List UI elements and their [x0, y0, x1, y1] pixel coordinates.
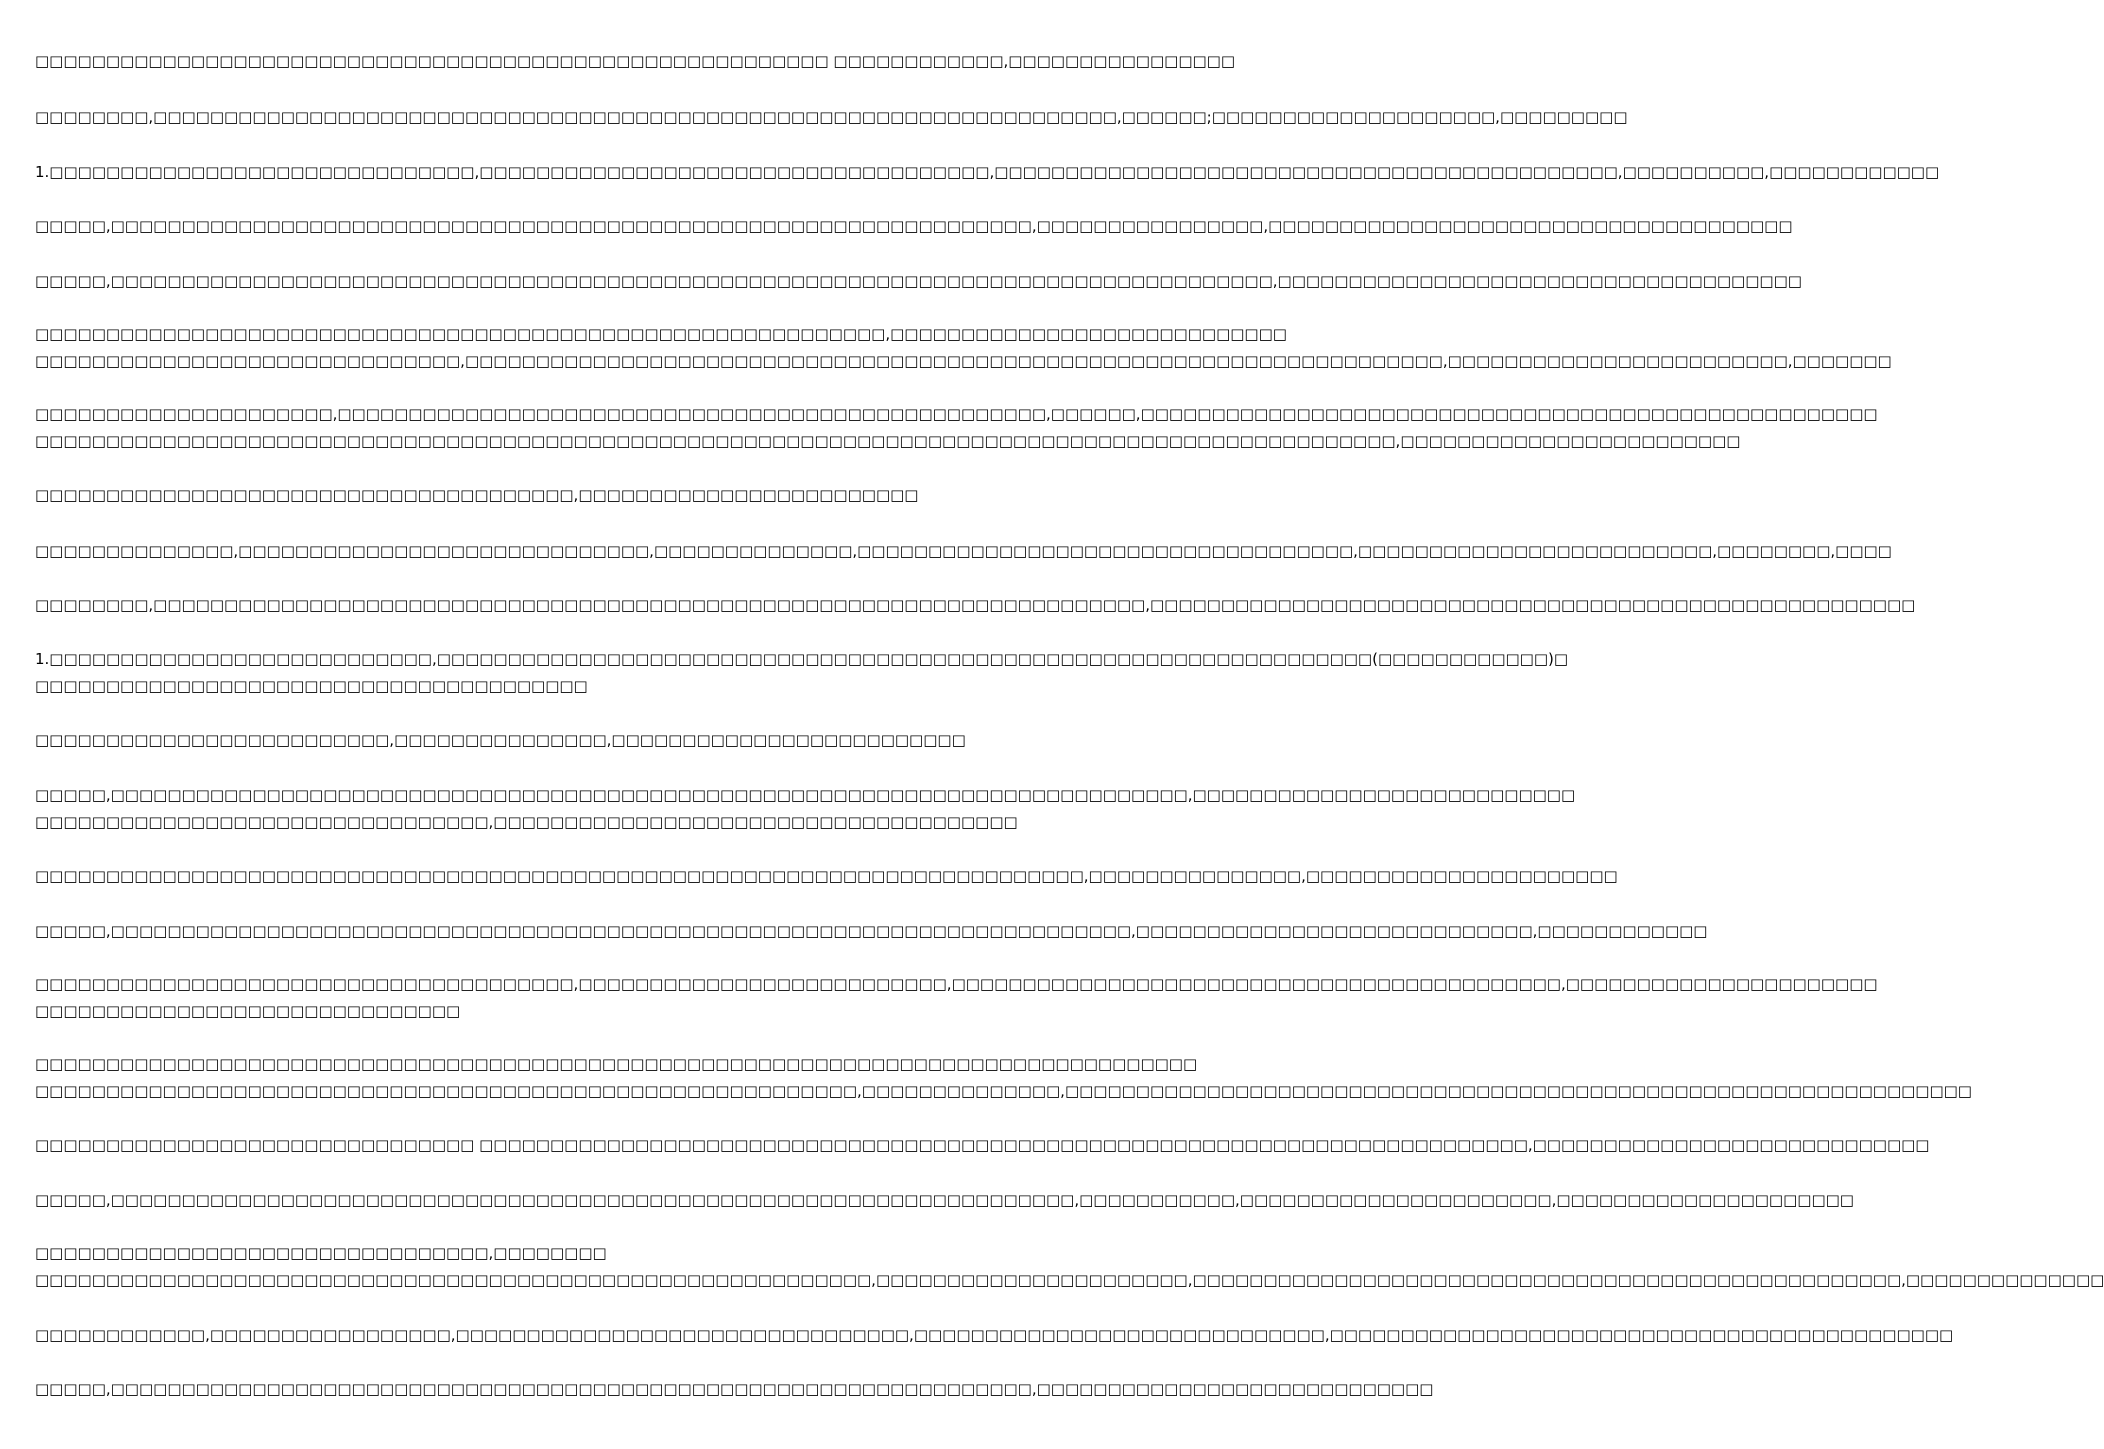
- text-line: □□□□□□□□□□□□□□□□□□□□□□□□□□□□□□□□□□□□□□□□□□□□□□□□□□□□□□□□□□□,□□□□□□□□□□□□□□□□□□□□□□,□□□□□□□□□□□□□□□□□□□□□□□□□□□□□□□□□□□□□□□□□□□□□□□□□□,□□□□□□□□□□□□□□: [35, 1271, 2104, 1289]
- paragraph-18: [35, 1132, 1930, 1159]
- paragraph-13: [35, 782, 1576, 836]
- paragraph-7: [35, 401, 1878, 455]
- paragraph-4: [35, 213, 1793, 240]
- text-line: 1.□□□□□□□□□□□□□□□□□□□□□□□□□□□,□□□□□□□□□□□□□□□□□□□□□□□□□□□□□□□□□□□□□□□□□□□□□□□□□□□□□□□□□□□□□□□□□□(□□□□□□□□□□□□)□: [35, 650, 1569, 668]
- text-line: □□□□□□□□□□□□□□□□□□□□□□□□□□□□□□□□□□□□□□□: [35, 677, 588, 695]
- text-line: □□□□□□□□□□□□□□□□□□□□□□□□□□□□□□,□□□□□□□□□□□□□□□□□□□□□□□□□□□□□□□□□□□□□□□□□□□□□□□□□□□□□□□□□□□□□□□□□□□□□,□□□□□□□□□□□□□□□□□□□□□□□□,□□□□□□□: [35, 352, 1892, 370]
- text-line: □□□□□□□□□□□□□□□□□□□□□,□□□□□□□□□□□□□□□□□□□□□□□□□□□□□□□□□□□□□□□□□□□□□□□□□□,□□□□□□,□□□□□□□□□□□□□□□□□□□□□□□□□□□□□□□□□□□□□□□□□□□□□□□□□□□□: [35, 405, 1878, 423]
- paragraph-22: [35, 1376, 1434, 1403]
- paragraph-8: [35, 482, 990, 509]
- paragraph-1: [35, 48, 1236, 75]
- text-line: □□□□□,□□□□□□□□□□□□□□□□□□□□□□□□□□□□□□□□□□□□□□□□□□□□□□□□□□□□□□□□□□□□□□□□□□□□□□□□,□□□□□□□□□□□□□□□□□□□□□□□□□□□□,□□□□□□□□□□□□: [35, 922, 1708, 940]
- paragraph-17: [35, 1051, 1972, 1105]
- text-line: □□□□□□□□□□□□□□□□□□□□□□□□□□□□□□□□,□□□□□□□□□□□□□□□□□□□□□□□□□□□□□□□□□□□□□: [35, 813, 1018, 831]
- text-line: □□□□□□□□□□□□□□□□□□□□□□□□□□□□□□□□□□□□□□□□□□□□□□□□□□□□□□□□ □□□□□□□□□□□□,□□□□□□□□□□□□□□□□: [35, 52, 1236, 70]
- text-line: □□□□□□□□□□□□□□□□□□□□□□□□□□□□□□□□□□□□□□□□□□□□□□□□□□□□□□□□□□□□□□□□□□□□□□□□□□□□□□□□□□□□□□□□□□□□□□□□,□□□□□□□□□□□□□□□□□□□□□□□□: [35, 432, 1741, 450]
- text-line: □□□□□□□□□□□□□□□□□□□□□□□□□□□□□□□□□□□□□□,□□□□□□□□□□□□□□□□□□□□□□□□□□,□□□□□□□□□□□□□□□□□□□□□□□□□□□□□□□□□□□□□□□□□□□,□□□□□□□□□□□□□□□□□□□□□□: [35, 975, 1878, 993]
- text-line: □□□□□□□□□□□□□□□□□□□□□□□□□□□□□□□□□□□□□□,□□□□□□□□□□□□□□□□□□□□□□□□: [35, 486, 919, 504]
- paragraph-2: [35, 104, 1628, 131]
- text-line: □□□□□□□□□□□□□□□□□□□□□□□□□,□□□□□□□□□□□□□□□,□□□□□□□□□□□□□□□□□□□□□□□□□: [35, 731, 966, 749]
- text-line: □□□□□□□□□□□□□□□□□□□□□□□□□□□□□□□□□□□□□□□□□□□□□□□□□□□□□□□□□□□□,□□□□□□□□□□□□□□□□□□□□□□□□□□□□: [35, 325, 1287, 343]
- text-line: □□□□□□□□□□□□□□□□□□□□□□□□□□□□□□□□□□□□□□□□□□□□□□□□□□□□□□□□□□□□□□□□□□□□□□□□□□,□□□□□□□□□□□□□□□,□□□□□□□□□□□□□□□□□□□□□□: [35, 867, 1618, 885]
- paragraph-21: [35, 1322, 1954, 1349]
- text-line: □□□□□□□□,□□□□□□□□□□□□□□□□□□□□□□□□□□□□□□□□□□□□□□□□□□□□□□□□□□□□□□□□□□□□□□□□□□□□,□□□□□□;□□□□□□□□□□□□□□□□□□□□,□□□□□□□□□: [35, 108, 1628, 126]
- paragraph-11: [35, 646, 1569, 700]
- paragraph-15: [35, 918, 1708, 945]
- text-line: □□□□□□□□□□□□□□□□□□□□□□□□□□□□□□□□□□□□□□□□□□□□□□□□□□□□□□□□□□,□□□□□□□□□□□□□□,□□□□□□□□□□□□□□□□□□□□□□□□□□□□□□□□□□□□□□□□□□□□□□□□□□□□□□□□□□□□□□□□: [35, 1082, 1972, 1100]
- text-line: □□□□□□□□□□□□□□□□□□□□□□□□□□□□□□□□□□□□□□□□□□□□□□□□□□□□□□□□□□□□□□□□□□□□□□□□□□□□□□□□□□: [35, 1055, 1198, 1073]
- text-line: □□□□□,□□□□□□□□□□□□□□□□□□□□□□□□□□□□□□□□□□□□□□□□□□□□□□□□□□□□□□□□□□□□□□□□□,□□□□□□□□□□□□□□□□,□□□□□□□□□□□□□□□□□□□□□□□□□□□□□□□□□□□□□: [35, 217, 1793, 235]
- paragraph-9: [35, 538, 1892, 565]
- text-line: □□□□□□□□□□□□□□□□□□□□□□□□□□□□□□□□,□□□□□□□□: [35, 1244, 607, 1262]
- paragraph-16: [35, 971, 1878, 1025]
- paragraph-19: [35, 1187, 1854, 1214]
- text-line: □□□□□,□□□□□□□□□□□□□□□□□□□□□□□□□□□□□□□□□□□□□□□□□□□□□□□□□□□□□□□□□□□□□□□□□□□□□□□□□□□□□□□□□□,□□□□□□□□□□□□□□□□□□□□□□□□□□□□□□□□□□□□□: [35, 272, 1802, 290]
- text-line: □□□□□□□□,□□□□□□□□□□□□□□□□□□□□□□□□□□□□□□□□□□□□□□□□□□□□□□□□□□□□□□□□□□□□□□□□□□□□□□,□□□□□□□□□□□□□□□□□□□□□□□□□□□□□□□□□□□□□□□□□□□□□□□□□□□□□□: [35, 596, 1916, 614]
- text-line: □□□□□□□□□□□□□□,□□□□□□□□□□□□□□□□□□□□□□□□□□□□□,□□□□□□□□□□□□□□,□□□□□□□□□□□□□□□□□□□□□□□□□□□□□□□□□□□,□□□□□□□□□□□□□□□□□□□□□□□□□,□□□□□□□□,□□□□: [35, 542, 1892, 560]
- paragraph-5: [35, 268, 1802, 295]
- text-line: 1.□□□□□□□□□□□□□□□□□□□□□□□□□□□□□□,□□□□□□□□□□□□□□□□□□□□□□□□□□□□□□□□□□□□,□□□□□□□□□□□□□□□□□□□□□□□□□□□□□□□□□□□□□□□□□□□□,□□□□□□□□□□,□□□□□□□□□□□□: [35, 163, 1940, 181]
- text-line: □□□□□□□□□□□□□□□□□□□□□□□□□□□□□□: [35, 1002, 461, 1020]
- paragraph-20: [35, 1240, 2104, 1294]
- paragraph-6: [35, 321, 1892, 375]
- paragraph-14: [35, 863, 1618, 890]
- text-line: □□□□□,□□□□□□□□□□□□□□□□□□□□□□□□□□□□□□□□□□□□□□□□□□□□□□□□□□□□□□□□□□□□□□□□□□□□,□□□□□□□□□□□,□□□□□□□□□□□□□□□□□□□□□□,□□□□□□□□□□□□□□□□□□□□□: [35, 1191, 1854, 1209]
- paragraph-10: [35, 592, 1916, 619]
- text-line: □□□□□,□□□□□□□□□□□□□□□□□□□□□□□□□□□□□□□□□□□□□□□□□□□□□□□□□□□□□□□□□□□□□□□□□□□□□□□□□□□□,□□□□□□□□□□□□□□□□□□□□□□□□□□□: [35, 786, 1576, 804]
- paragraph-12: [35, 727, 990, 754]
- text-line: □□□□□□□□□□□□,□□□□□□□□□□□□□□□□□,□□□□□□□□□□□□□□□□□□□□□□□□□□□□□□□□,□□□□□□□□□□□□□□□□□□□□□□□□□□□□□,□□□□□□□□□□□□□□□□□□□□□□□□□□□□□□□□□□□□□□□□□□□□: [35, 1326, 1954, 1344]
- text-line: □□□□□,□□□□□□□□□□□□□□□□□□□□□□□□□□□□□□□□□□□□□□□□□□□□□□□□□□□□□□□□□□□□□□□□□,□□□□□□□□□□□□□□□□□□□□□□□□□□□□: [35, 1380, 1434, 1398]
- paragraph-3: [35, 159, 1940, 186]
- text-line: □□□□□□□□□□□□□□□□□□□□□□□□□□□□□□□ □□□□□□□□□□□□□□□□□□□□□□□□□□□□□□□□□□□□□□□□□□□□□□□□□□□□□□□□□□□□□□□□□□□□□□□□□□,□□□□□□□□□□□□□□□□□□□□□□□□□□□□: [35, 1136, 1930, 1154]
